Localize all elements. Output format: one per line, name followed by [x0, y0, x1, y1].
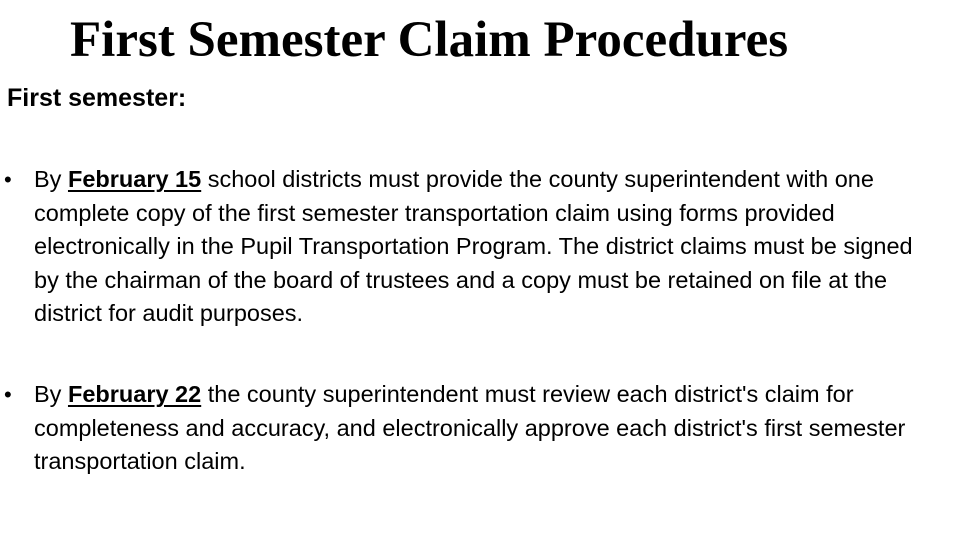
bullet-point-icon: • — [4, 167, 12, 192]
bullet-point-icon: • — [4, 382, 12, 407]
deadline-date: February 15 — [67, 166, 202, 192]
bullet-prefix: By — [34, 166, 68, 192]
bullet-text: school districts must provide the county superintendent with one complete copy of the first semester transportation claim using forms provided electronically in the Pupil Transportation Program. The district claims must be signed by the chairman of the board of trustees and a copy must be retained on file at the district for audit purposes. — [34, 166, 913, 326]
slide-title: First Semester Claim Procedures — [70, 12, 789, 68]
bullet-text: the county superintendent must review each district's claim for completeness and accuracy, and electronically approve each district's first semester transportation claim. — [34, 381, 906, 474]
deadline-date: February 22 — [67, 381, 202, 407]
section-heading: First semester: — [7, 84, 187, 112]
bullet-prefix: By — [34, 381, 68, 407]
bullet-item-february-22 — [4, 378, 934, 479]
bullet-item-february-15 — [4, 163, 934, 331]
